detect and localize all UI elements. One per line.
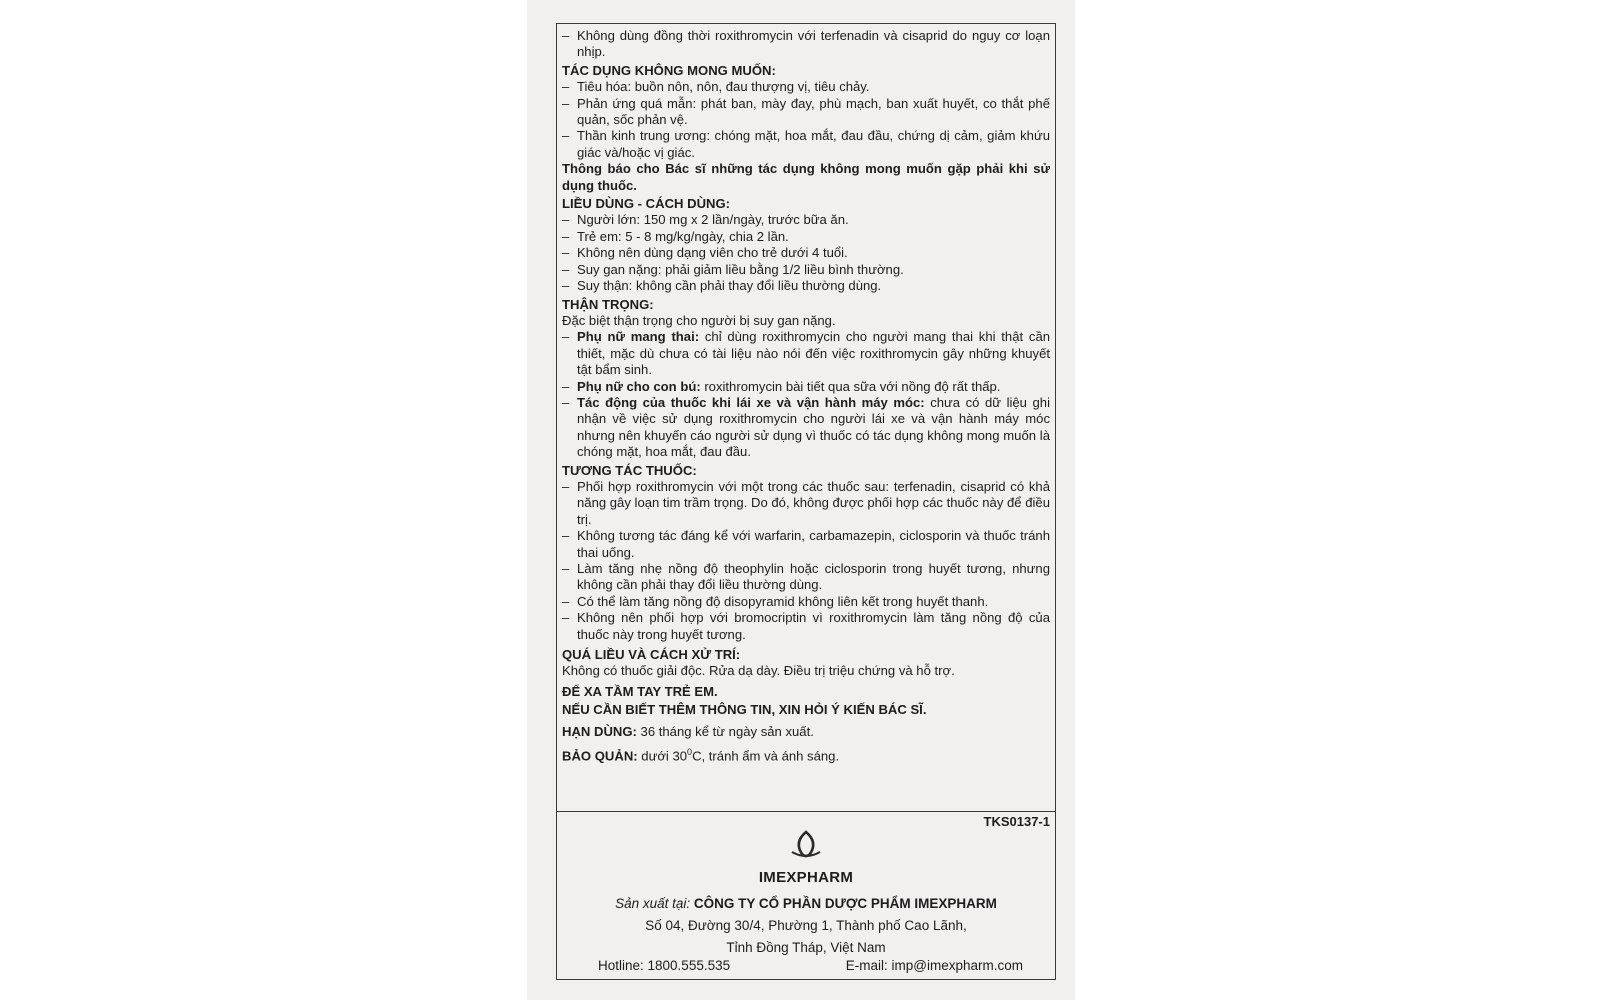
warning-children: ĐỂ XA TẦM TAY TRẺ EM. [562,683,718,699]
caution-label: Tác động của thuốc khi lái xe và vận hành máy móc: [577,394,925,410]
dosage-item: – Suy gan nặng: phải giảm liều bằng 1/2 liều bình thường. [562,262,1050,278]
expiry-label: HẠN DÙNG: [562,723,637,739]
contact-row [598,958,1023,973]
interaction-item: – Phối hợp roxithromycin với một trong các thuốc sau: terfenadin, cisaprid có khả năng gây loạn tim trầm trọng. Do đó, không được phối hợp các thuốc này để điều trị. [562,479,1050,528]
dosage-item: – Suy thận: không cần phải thay đổi liều thường dùng. [562,278,1050,294]
dosage-item: – Không nên dùng dạng viên cho trẻ dưới 4 tuổi. [562,245,1050,261]
manufacturer-line [556,893,1056,915]
storage-degree: 0 [687,747,693,758]
storage-text-post: C, tránh ẩm và ánh sáng. [692,748,840,764]
brand-name: IMEXPHARM [758,869,854,886]
warning-info: NẾU CẦN BIẾT THÊM THÔNG TIN, XIN HỎI Ý KIẾN BÁC SĨ. [562,702,927,718]
document-code: TKS0137-1 [983,814,1050,829]
email: E-mail: imp@imexpharm.com [845,958,1023,973]
address-line-2: Tỉnh Đồng Tháp, Việt Nam [726,940,886,955]
storage-text-pre: dưới 30 [637,748,688,764]
caution-text: roxithromycin bài tiết qua sữa với nồng độ rất thấp. [700,378,1001,394]
caution-text: chưa có dữ liệu ghi nhận về việc sử dụng roxithromycin cho người lái xe và vận hành máy móc nhưng nên khuyến cáo người sử dụng vì thuốc có tác dụng không mong muốn là chóng mặt, hoa mắt, đau đầu. [577,394,1050,460]
caution-item-pregnancy [562,329,1050,378]
address-line-1: Số 04, Đường 30/4, Phường 1, Thành phố Cao Lãnh, [645,918,967,933]
interactions-heading: TƯƠNG TÁC THUỐC: [562,462,697,478]
intro-item: – Không dùng đồng thời roxithromycin với terfenadin và cisaprid do nguy cơ loạn nhịp. [562,28,1050,61]
expiry-line [562,724,1050,740]
manufacturer-label: Sản xuất tại: [615,896,691,911]
manufacturer-name: CÔNG TY CỔ PHẦN DƯỢC PHẨM IMEXPHARM [690,896,997,911]
caution-label: Phụ nữ cho con bú: [577,378,701,394]
caution-heading: THẬN TRỌNG: [562,296,654,312]
interaction-item: – Làm tăng nhẹ nồng độ theophylin hoặc ciclosporin trong huyết tương, nhưng không cần phải thay đổi liều thường dùng. [562,561,1050,594]
caution-intro: Đặc biệt thận trọng cho người bị suy gan nặng. [562,312,836,328]
dosage-heading: LIỀU DÙNG - CÁCH DÙNG: [562,196,731,212]
caution-item-breastfeeding [562,379,1050,395]
interaction-item: – Không tương tác đáng kể với warfarin, carbamazepin, ciclosporin và thuốc tránh thai uống. [562,528,1050,561]
caution-item-driving [562,395,1050,461]
side-effect-item: – Thần kinh trung ương: chóng mặt, hoa mắt, đau đầu, chứng dị cảm, giảm khứu giác và/hoặc vị giác. [562,128,1050,161]
overdose-text: Không có thuốc giải độc. Rửa dạ dày. Điều trị triệu chứng và hỗ trợ. [562,663,955,679]
hotline: Hotline: 1800.555.535 [598,958,731,973]
caution-label: Phụ nữ mang thai: [577,329,700,345]
side-effect-item: – Tiêu hóa: buồn nôn, nôn, đau thượng vị, tiêu chảy. [562,79,1050,95]
side-effects-notice: Thông báo cho Bác sĩ những tác dụng không mong muốn gặp phải khi sử dụng thuốc. [562,161,1050,193]
dosage-item: – Người lớn: 150 mg x 2 lần/ngày, trước bữa ăn. [562,212,1050,228]
overdose-heading: QUÁ LIỀU VÀ CÁCH XỬ TRÍ: [562,647,741,663]
side-effect-item: – Phản ứng quá mẫn: phát ban, mày đay, phù mạch, ban xuất huyết, co thắt phế quản, sốc phản vệ. [562,96,1050,129]
caution-text: chỉ dùng roxithromycin cho người mang thai khi thật cần thiết, mặc dù chưa có tài liệu nào nói đến việc roxithromycin gây những khuyết tật bẩm sinh. [577,329,1051,378]
storage-line [562,744,1050,765]
imexpharm-logo-icon [774,828,838,868]
footer-divider [556,811,1056,812]
expiry-text: 36 tháng kể từ ngày sản xuất. [636,723,814,739]
dosage-item: – Trẻ em: 5 - 8 mg/kg/ngày, chia 2 lần. [562,229,1050,245]
leaflet-content [562,28,1050,765]
interaction-item: – Không nên phối hợp với bromocriptin vì roxithromycin làm tăng nồng độ của thuốc này trong huyết tương. [562,610,1050,643]
interaction-item: – Có thể làm tăng nồng độ disopyramid không liên kết trong huyết thanh. [562,594,1050,610]
manufacturer-block [556,893,1056,959]
side-effects-heading: TÁC DỤNG KHÔNG MONG MUỐN: [562,62,776,78]
storage-label: BẢO QUẢN: [562,748,638,764]
